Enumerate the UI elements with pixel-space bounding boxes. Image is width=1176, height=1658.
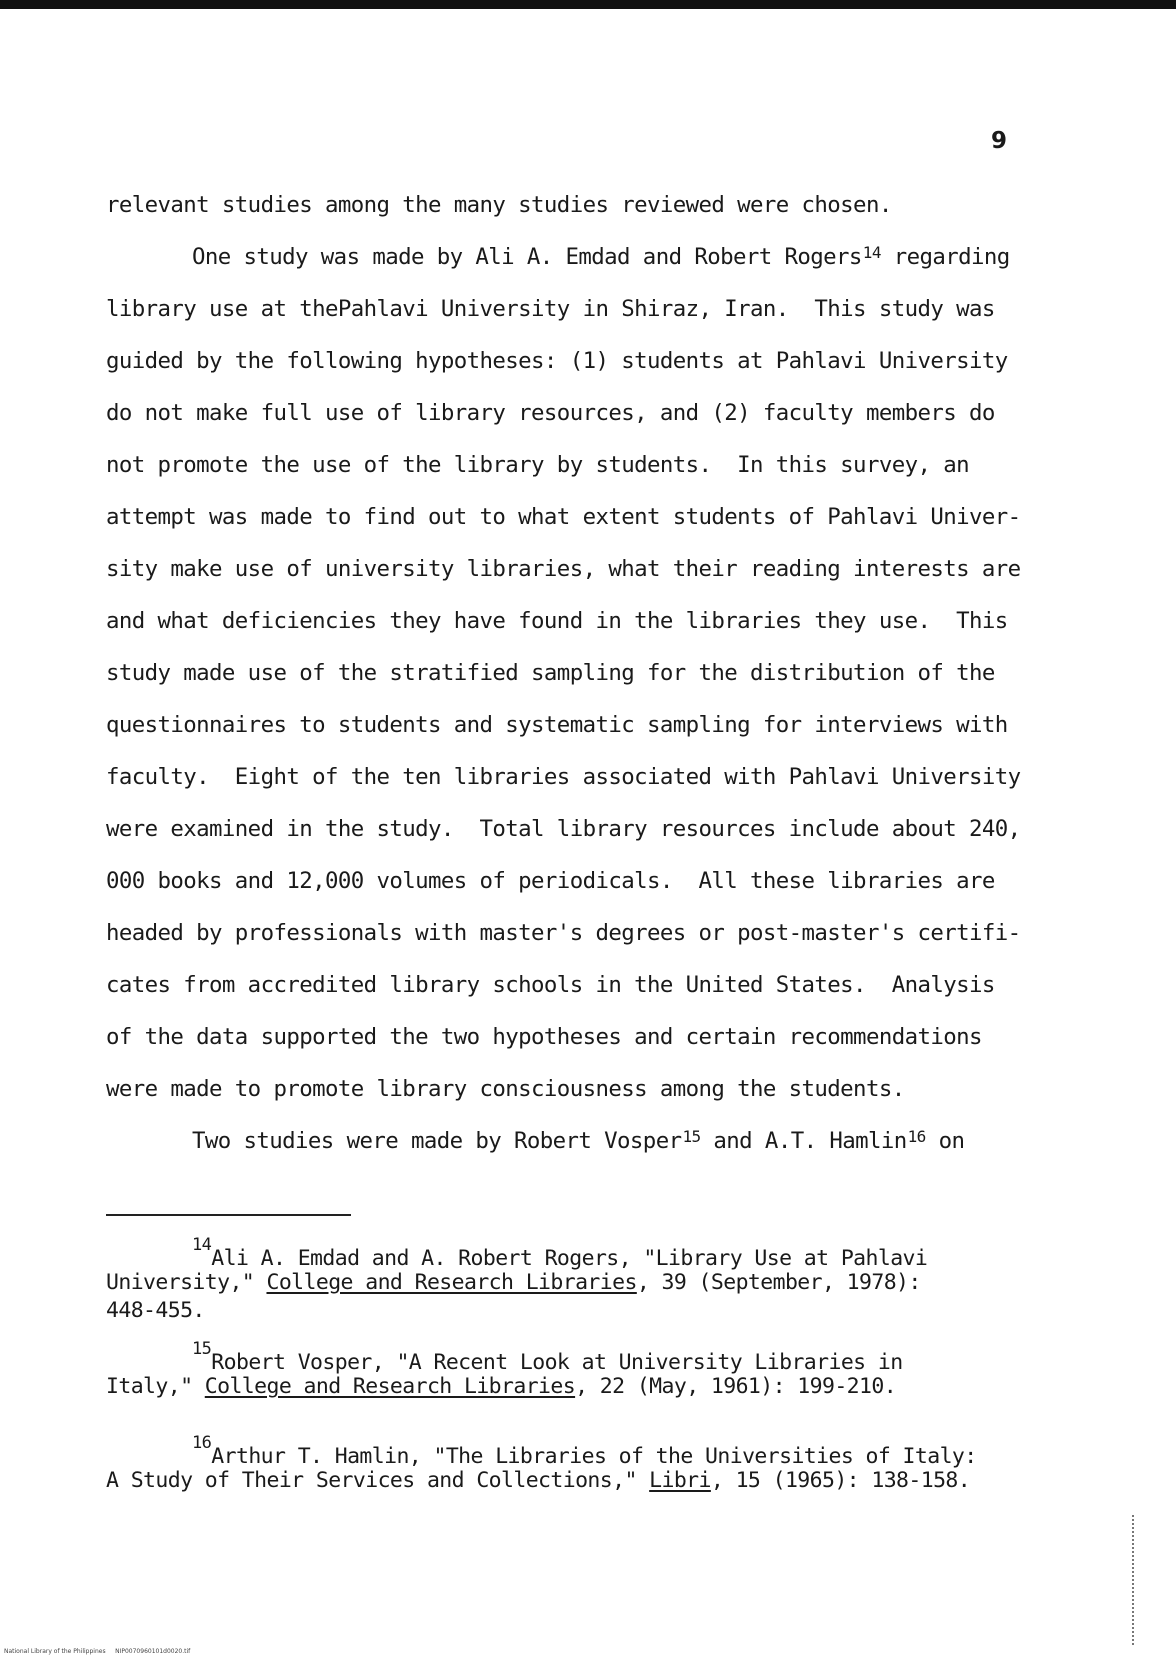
body-line: 000 books and 12,000 volumes of periodicals. All these libraries are xyxy=(106,868,995,894)
footnote-ref-14[interactable]: 14 xyxy=(862,243,881,262)
body-line: questionnaires to students and systematic sampling for interviews with xyxy=(106,712,1008,738)
body-line: sity make use of university libraries, what their reading interests are xyxy=(106,556,1021,582)
footnote-15: $^{15}$Robert Vosper, "A Recent Look at University Libraries in xyxy=(192,1339,903,1376)
footnote-ref-16[interactable]: 16 xyxy=(907,1127,926,1146)
footnote-line: A Study of Their Services and Collections," Libri, 15 (1965): 138-158. xyxy=(106,1468,971,1493)
scan-top-border xyxy=(0,0,1176,9)
body-line: Two studies were made by Robert Vosper$^{15}$ and A.T. Hamlin$^{16}$ on xyxy=(192,1127,965,1154)
footnote-16: $^{16}$Arthur T. Hamlin, "The Libraries of the Universities of Italy: xyxy=(192,1433,977,1470)
footnote-number: 14 xyxy=(192,1235,212,1255)
body-line: and what deficiencies they have found in the libraries they use. This xyxy=(106,608,1008,634)
footnote-number: 16 xyxy=(192,1433,212,1453)
footnote-line: Italy," College and Research Libraries, 22 (May, 1961): 199-210. xyxy=(106,1374,897,1399)
scan-edge-artifact xyxy=(1132,1515,1154,1645)
footnote-line: 448-455. xyxy=(106,1298,205,1323)
body-line: were examined in the study. Total library resources include about 240, xyxy=(106,816,1021,842)
scan-footer: National Library of the Philippines NIP0070960101d0020.tif xyxy=(4,1648,191,1655)
body-line: not promote the use of the library by students. In this survey, an xyxy=(106,452,969,478)
footnote-line: University," College and Research Libraries, 39 (September, 1978): xyxy=(106,1270,921,1295)
body-line: attempt was made to find out to what extent students of Pahlavi Univer- xyxy=(106,504,1021,530)
body-line: were made to promote library consciousness among the students. xyxy=(106,1076,905,1102)
body-line: guided by the following hypotheses: (1) students at Pahlavi University xyxy=(106,348,1008,374)
body-line: study made use of the stratified sampling for the distribution of the xyxy=(106,660,995,686)
body-line: of the data supported the two hypotheses and certain recommendations xyxy=(106,1024,982,1050)
body-line: library use at thePahlavi University in Shiraz, Iran. This study was xyxy=(106,296,995,322)
footnote-ref-15[interactable]: 15 xyxy=(682,1127,701,1146)
journal-title: College and Research Libraries xyxy=(204,1374,576,1399)
journal-title: College and Research Libraries xyxy=(266,1270,637,1295)
footnote-14: $^{14}$Ali A. Emdad and A. Robert Rogers, "Library Use at Pahlavi xyxy=(192,1235,928,1272)
body-line: faculty. Eight of the ten libraries associated with Pahlavi University xyxy=(106,764,1021,790)
journal-title: Libri xyxy=(649,1468,711,1493)
body-line: One study was made by Ali A. Emdad and Robert Rogers$^{14}$ regarding xyxy=(192,243,1010,270)
body-line: headed by professionals with master's degrees or post-master's certifi- xyxy=(106,920,1021,946)
body-line: cates from accredited library schools in the United States. Analysis xyxy=(106,972,995,998)
footnote-number: 15 xyxy=(192,1339,212,1359)
body-line: relevant studies among the many studies reviewed were chosen. xyxy=(106,192,892,218)
footnote-separator xyxy=(106,1214,351,1216)
body-line: do not make full use of library resources, and (2) faculty members do xyxy=(106,400,995,426)
page-number: 9 xyxy=(991,128,1008,154)
